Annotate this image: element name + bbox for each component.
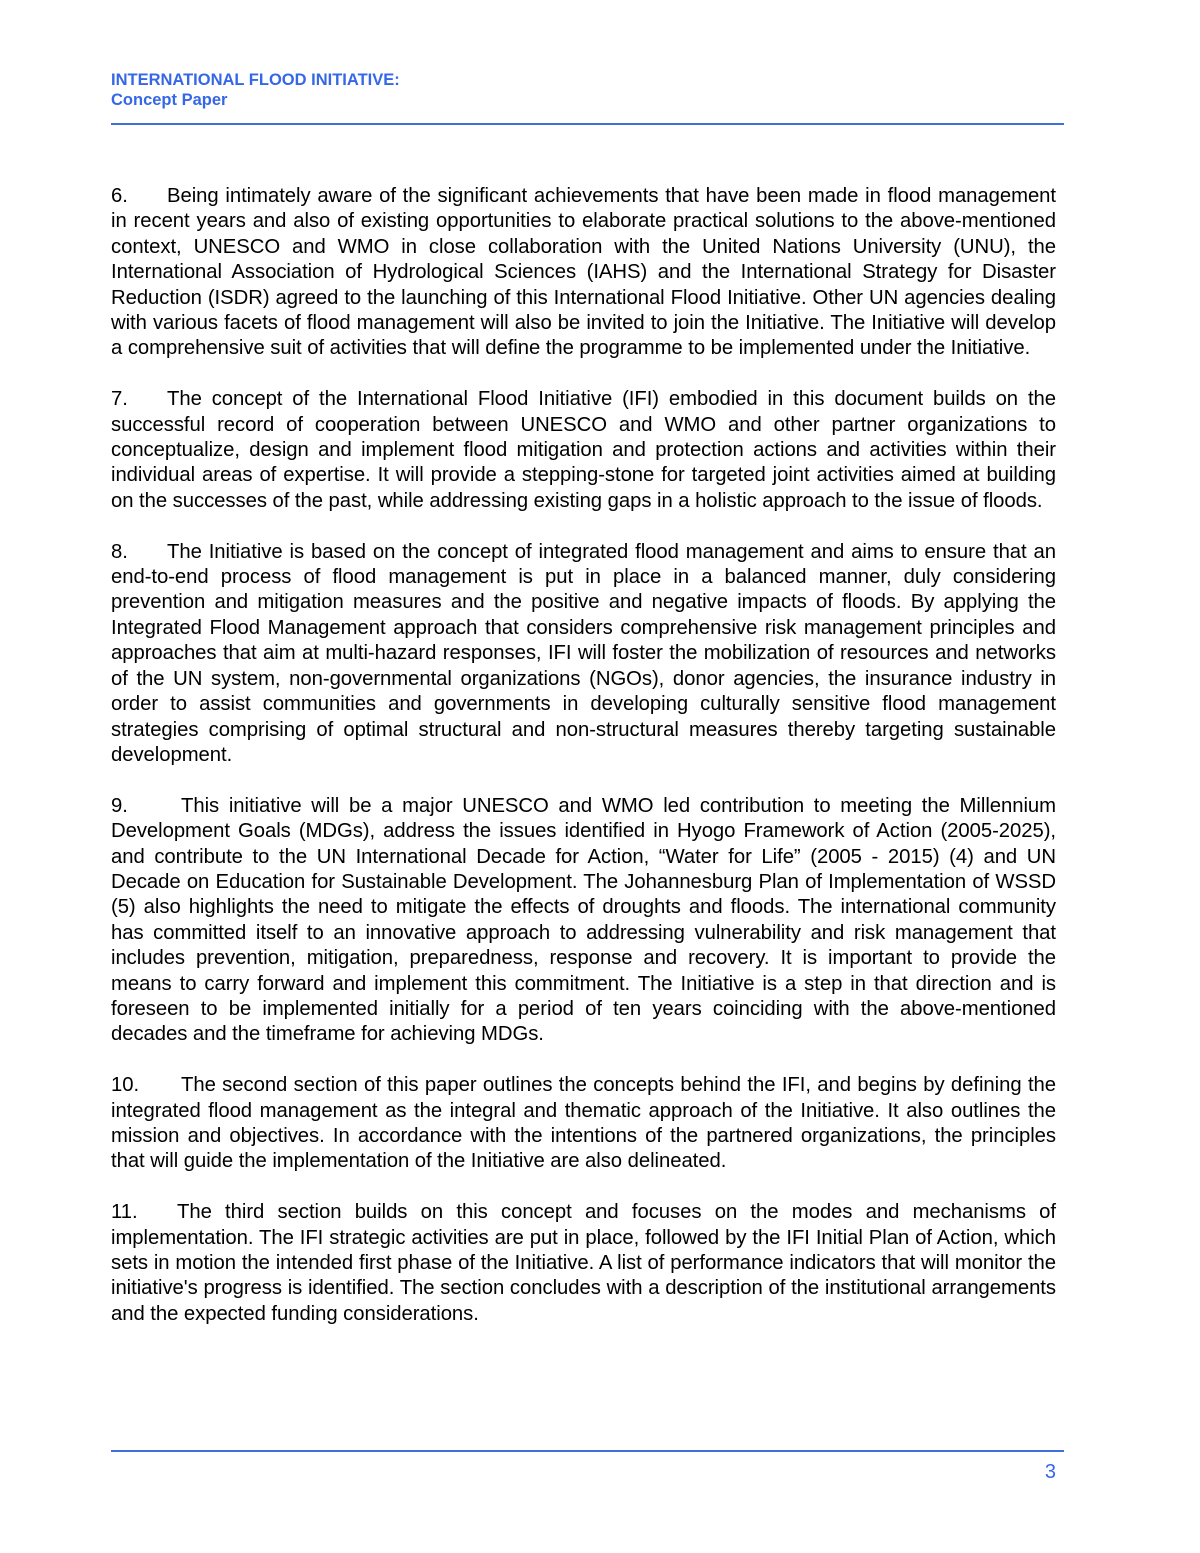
paragraph-number: 11.	[111, 1201, 138, 1224]
paragraph-number: 7.	[111, 388, 128, 411]
document-subtitle: Concept Paper	[111, 91, 228, 109]
paragraph-text: Being intimately aware of the significant achievements that have been made in flood management in recent years and also of existing opportunities to elaborate practical solutions to the above-mentioned context, UNESCO and WMO in close collaboration with the United Nations University (UNU), the International Association of Hydrological Sciences (IAHS) and the International Strategy for Disaster Reduction (ISDR) agreed to the launching of this International Flood Initiative. Other UN agencies dealing with various facets of flood management will also be invited to join the Initiative. The Initiative will develop a comprehensive suit of activities that will define the programme to be implemented under the Initiative.	[111, 185, 1056, 360]
paragraph-text: The second section of this paper outlines the concepts behind the IFI, and begins by defining the integrated flood management as the integral and thematic approach of the Initiative. It also outlines the mission and objectives. In accordance with the intentions of the partnered organizations, the principles that will guide the implementation of the Initiative are also delineated.	[111, 1074, 1056, 1173]
paragraph-text: The third section builds on this concept and focuses on the modes and mechanisms of implementation. The IFI strategic activities are put in place, followed by the IFI Initial Plan of Action, which sets in motion the intended first phase of the Initiative. A list of performance indicators that will monitor the initiative's progress is identified. The section concludes with a description of the institutional arrangements and the expected funding considerations.	[111, 1201, 1056, 1325]
paragraph-number: 6.	[111, 185, 128, 207]
paragraph-number: 9.	[111, 794, 128, 817]
paragraph-text: The Initiative is based on the concept of integrated flood management and aims to ensure that an end-to-end process of flood management is put in place in a balanced manner, duly considering prevention and mitigation measures and the positive and negative impacts of floods. By applying the Integrated Flood Management approach that considers comprehensive risk management principles and approaches that aim at multi-hazard responses, IFI will foster the mobilization of resources and networks of the UN system, non-governmental organizations (NGOs), donor agencies, the insurance industry in order to assist communities and governments in developing culturally sensitive flood management strategies comprising of optimal structural and non-structural measures thereby targeting sustainable development.	[111, 540, 1056, 766]
header-divider	[111, 123, 1064, 125]
body-content	[111, 184, 1056, 1353]
paragraph-10	[111, 1073, 1056, 1175]
paragraph-9	[111, 794, 1056, 1048]
paragraph-8	[111, 540, 1056, 769]
paragraph-11	[111, 1200, 1056, 1327]
paragraph-number: 8.	[111, 540, 128, 563]
page-number: 3	[1044, 1461, 1056, 1483]
page-header	[111, 70, 1064, 110]
paragraph-6	[111, 184, 1056, 362]
paragraph-number: 10.	[111, 1074, 140, 1097]
paragraph-text: This initiative will be a major UNESCO and WMO led contribution to meeting the Millennium Development Goals (MDGs), address the issues identified in Hyogo Framework of Action (2005-2025), and contribute to the UN International Decade for Action, “Water for Life” (2005 - 2015) (4) and UN Decade on Education for Sustainable Development. The Johannesburg Plan of Implementation of WSSD (5) also highlights the need to mitigate the effects of droughts and floods. The international community has committed itself to an innovative approach to addressing vulnerability and risk management that includes prevention, mitigation, preparedness, response and recovery. It is important to provide the means to carry forward and implement this commitment. The Initiative is a step in that direction and is foreseen to be implemented initially for a period of ten years coinciding with the above-mentioned decades and the timeframe for achieving MDGs.	[111, 794, 1056, 1046]
paragraph-7	[111, 387, 1056, 514]
document-title: INTERNATIONAL FLOOD INITIATIVE:	[111, 71, 400, 89]
paragraph-text: The concept of the International Flood Initiative (IFI) embodied in this document builds on the successful record of cooperation between UNESCO and WMO and other partner organizations to conceptualize, design and implement flood mitigation and protection actions and activities within their individual areas of expertise. It will provide a stepping-stone for targeted joint activities aimed at building on the successes of the past, while addressing existing gaps in a holistic approach to the issue of floods.	[111, 388, 1056, 512]
footer-divider	[111, 1450, 1064, 1452]
